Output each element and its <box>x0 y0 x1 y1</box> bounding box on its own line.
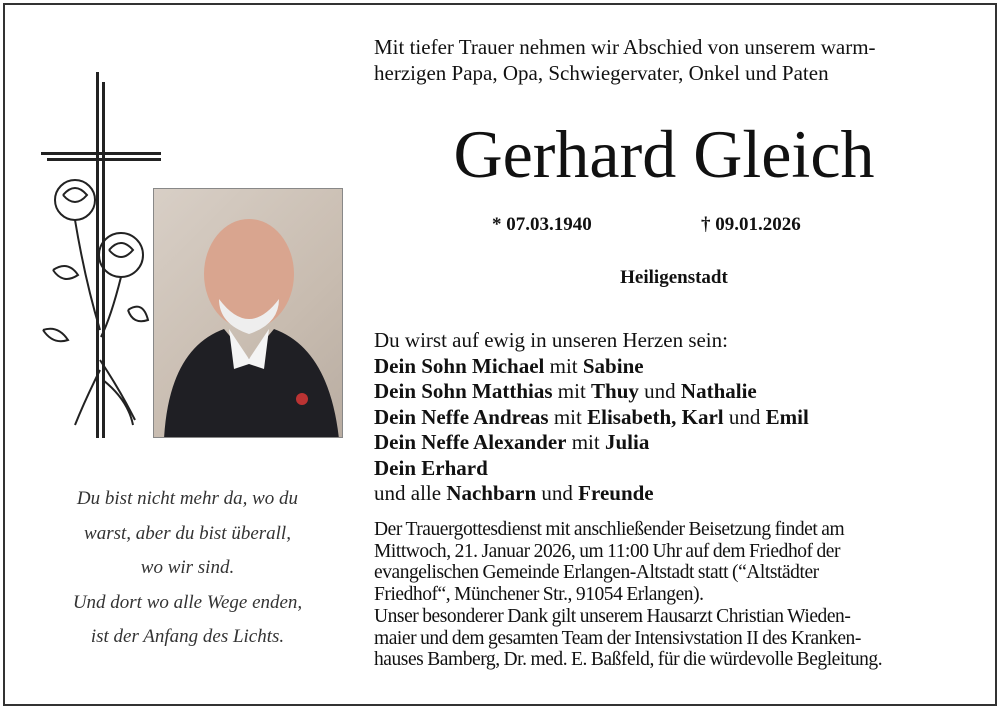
connector-text: und <box>536 481 579 505</box>
service-line: hauses Bamberg, Dr. med. E. Baßfeld, für die würdevolle Begleitung. <box>374 649 883 671</box>
intro-line: herzigen Papa, Opa, Schwiegervater, Onkel und Paten <box>374 61 829 85</box>
service-line: evangelischen Gemeinde Erlangen-Altstadt statt (“Altstädter <box>374 562 819 584</box>
poem-line: Du bist nicht mehr da, wo du <box>76 488 299 509</box>
service-line: Friedhof“, Münchener Str., 91054 Erlangen). <box>374 584 704 606</box>
family-name: Elisabeth, Karl <box>587 404 724 429</box>
family-name: Sabine <box>582 353 644 378</box>
family-list <box>374 328 809 507</box>
service-line: maier und dem gesamten Team der Intensivstation II des Kranken- <box>374 627 861 649</box>
family-name: Nachbarn <box>446 481 537 505</box>
family-line <box>374 456 809 482</box>
service-text <box>374 519 882 671</box>
portrait-photo <box>153 188 343 438</box>
intro-text <box>374 34 876 86</box>
poem-line: wo wir sind. <box>140 557 235 578</box>
family-name: Freunde <box>578 481 654 505</box>
death-date: † 09.01.2026 <box>701 214 801 235</box>
family-line <box>374 481 809 507</box>
connector-text: mit <box>566 430 605 454</box>
connector-text: und <box>723 404 766 429</box>
service-line: Unser besonderer Dank gilt unserem Hausarzt Christian Wieden- <box>374 605 851 627</box>
family-name: Emil <box>765 404 809 429</box>
connector-text: mit <box>544 353 583 378</box>
poem-line: Und dort wo alle Wege enden, <box>72 591 303 613</box>
connector-text: mit <box>552 379 592 403</box>
family-name: Dein Sohn Matthias <box>374 379 553 403</box>
family-name: Dein Neffe Alexander <box>374 430 567 454</box>
deceased-name: Gerhard Gleich <box>453 116 875 192</box>
family-name: Dein Erhard <box>374 455 488 480</box>
family-name: Thuy <box>591 379 639 403</box>
service-line: Mittwoch, 21. Januar 2026, um 11:00 Uhr auf dem Friedhof der <box>374 540 841 562</box>
poem <box>30 482 345 655</box>
family-name: Dein Sohn Michael <box>374 353 545 378</box>
connector-text: und alle <box>374 481 447 505</box>
family-name: Nathalie <box>680 379 757 403</box>
poem-line: warst, aber du bist überall, <box>84 522 291 544</box>
cross-with-roses-icon <box>33 70 165 442</box>
family-line <box>374 379 809 405</box>
portrait-silhouette-icon <box>154 189 343 438</box>
poem-line: ist der Anfang des Lichts. <box>90 626 285 647</box>
connector-text: und <box>638 379 681 403</box>
family-name: Julia <box>604 430 650 454</box>
connector-text: mit <box>548 404 588 429</box>
service-line: Der Trauergottesdienst mit anschließender Beisetzung findet am <box>374 519 845 540</box>
family-line <box>374 354 809 380</box>
family-heading: Du wirst auf ewig in unseren Herzen sein: <box>374 328 728 352</box>
intro-line: Mit tiefer Trauer nehmen wir Abschied von unserem warm- <box>374 35 876 59</box>
birth-date: * 07.03.1940 <box>492 214 592 235</box>
family-line <box>374 405 809 431</box>
family-name: Dein Neffe Andreas <box>374 404 549 429</box>
place: Heiligenstadt <box>620 267 728 288</box>
family-line <box>374 430 809 456</box>
